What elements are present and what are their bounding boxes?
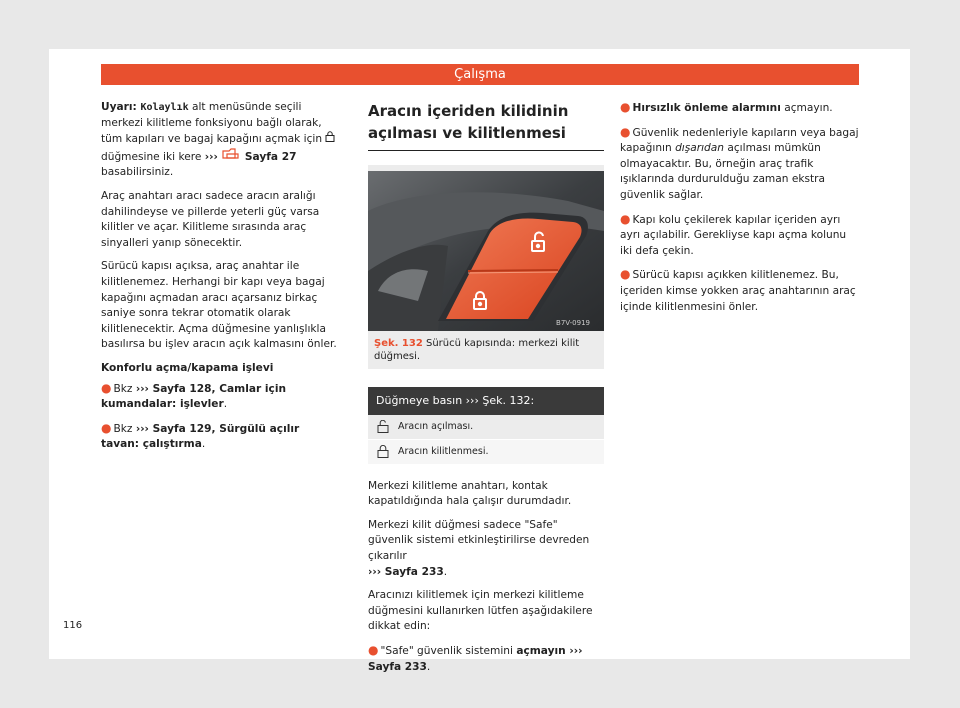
- page-ref[interactable]: ››› Sayfa 233: [368, 644, 583, 673]
- table-row: [368, 415, 604, 440]
- page-ref[interactable]: Sayfa 27: [241, 150, 297, 163]
- bullet-icon: ●: [101, 420, 112, 435]
- list-item: ● Bkz ››› Sayfa 129, Sürgülü açılır tavan: çalıştırma.: [101, 420, 300, 451]
- right-column: [620, 100, 860, 323]
- lock-icon: [368, 445, 398, 458]
- page-ref[interactable]: ››› Sayfa 233: [368, 565, 444, 578]
- bullet-icon: ●: [368, 642, 379, 657]
- paragraph: Araç anahtarı aracı sadece aracın aralığı dahilindeyse ve pillerde yeterli güç varsa kilitler ve açar. Kilitleme sırasında araç sinyalleri yanıp sönecektir.: [101, 189, 320, 249]
- paragraph: Sürücü kapısı açıksa, araç anahtar ile kilitlenemez. Herhangi bir kapı veya bagaj kapağını açmadan aracı açarsanız birkaç saniye sonra tekrar otomatik olarak kilitlenecektir. Açma düğmesine yanlışlıkla basılırsa bu işlev aracın açık kalmasını önler.: [101, 260, 337, 351]
- page-number: 116: [63, 620, 83, 631]
- paragraph: Aracınızı kilitlemek için merkezi kilitleme düğmesini kullanırken lütfen aşağıdakilere dikkat edin:: [368, 589, 593, 633]
- subheading: Konforlu açma/kapama işlevi: [101, 361, 274, 374]
- figure-code: B7V-0919: [556, 319, 590, 327]
- door-lock-photo: [368, 171, 604, 331]
- list-item: ● Bkz ››› Sayfa 128, Camlar için kumandalar: işlevler.: [101, 380, 286, 411]
- middle-column: [368, 100, 604, 683]
- bullet-icon: ●: [620, 124, 631, 139]
- divider: [368, 150, 604, 151]
- figure-caption: Şek. 132 Sürücü kapısında: merkezi kilit düğmesi.: [374, 338, 580, 362]
- bullet-icon: ●: [620, 267, 631, 282]
- warning-label: Uyarı: Kolaylık: [101, 101, 189, 113]
- lock-icon: [325, 133, 335, 145]
- bullet-icon: ●: [620, 100, 631, 114]
- paragraph: Merkezi kilit düğmesi sadece "Safe" güvenlik sistemi etkinleştirilirse devreden çıkarılır ››› Sayfa 233.: [368, 518, 590, 578]
- bullet-icon: ●: [101, 380, 112, 395]
- table-row: [368, 440, 604, 465]
- warning-paragraph: Uyarı: Kolaylık alt menüsünde seçili merkezi kilitleme fonksiyonu bağlı olarak, tüm kapıları ve bagaj kapağını açmak için düğmesine iki kere ››› Sayfa 27 basabilirsiniz.: [101, 100, 339, 181]
- section-header: Çalışma: [101, 64, 859, 85]
- list-item: ● Sürücü kapısı açıkken kilitlenemez. Bu, içeriden kimse yokken araç anahtarının araç içinde kilitlenmesini önler.: [620, 267, 856, 313]
- page-ref[interactable]: Sayfa 129, Sürgülü açılır tavan: çalıştırma: [101, 422, 300, 451]
- menu-name: Kolaylık: [140, 102, 189, 113]
- row-text: Aracın kilitlenmesi.: [398, 445, 489, 457]
- bullet-icon: ●: [620, 211, 631, 226]
- table-header: Düğmeye basın ››› Şek. 132:: [368, 387, 604, 415]
- row-text: Aracın açılması.: [398, 420, 474, 432]
- page-ref[interactable]: Sayfa 128, Camlar için kumandalar: işlevler: [101, 382, 286, 411]
- paragraph: Merkezi kilitleme anahtarı, kontak kapatıldığında hala çalışır durumdadır.: [368, 479, 572, 508]
- section-title: Aracın içeriden kilidinin açılması ve kilitlenmesi: [368, 102, 569, 142]
- list-item: ● "Safe" güvenlik sistemini açmayın ››› Sayfa 233.: [368, 642, 583, 673]
- book-icon: [221, 151, 241, 163]
- list-item: ● Hırsızlık önleme alarmını açmayın.: [620, 100, 833, 114]
- figure-box: [368, 165, 604, 369]
- list-item: ● Kapı kolu çekilerek kapılar içeriden ayrı ayrı açılabilir. Gerekliyse kapı açma kolunu iki defa çekin.: [620, 211, 847, 257]
- unlock-icon: [368, 420, 398, 433]
- left-column: [101, 100, 339, 461]
- list-item: ● Güvenlik nedenleriyle kapıların veya bagaj kapağının dışarıdan açılması mümkün olmayacaktır. Bu, örneğin araç trafik ışıklarında durdurulduğu zaman ekstra güvenlik sağlar.: [620, 124, 859, 201]
